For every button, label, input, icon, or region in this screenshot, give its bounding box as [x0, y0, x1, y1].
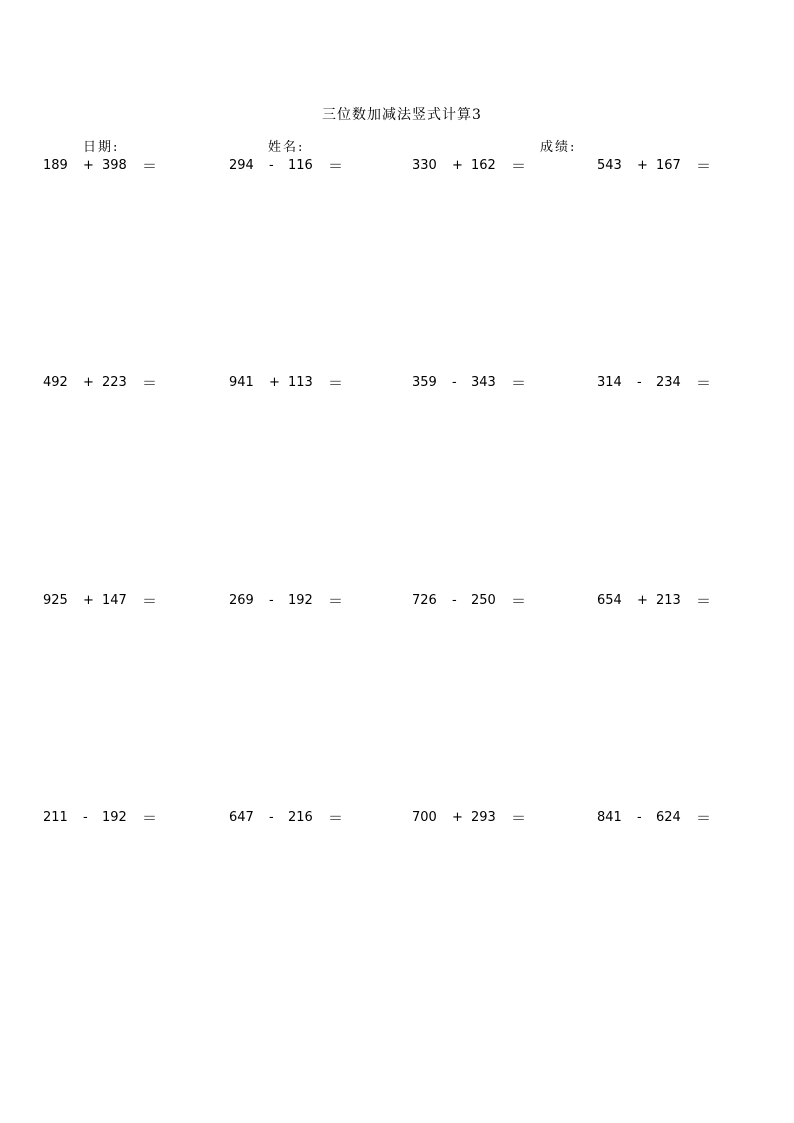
operand-b: 162	[471, 158, 496, 173]
operand-b: 147	[102, 593, 127, 608]
equals-sign: ＝	[511, 374, 527, 392]
operand-b: 167	[656, 158, 681, 173]
operand-a: 647	[229, 810, 254, 825]
operand-a: 492	[43, 375, 68, 390]
equals-sign: ＝	[696, 157, 712, 175]
operator-sign: +	[83, 158, 94, 173]
operand-a: 654	[597, 593, 622, 608]
operand-a: 314	[597, 375, 622, 390]
operand-b: 234	[656, 375, 681, 390]
date-label: 日期:	[83, 140, 120, 155]
equals-sign: ＝	[511, 157, 527, 175]
math-problem	[597, 808, 737, 828]
operator-sign: +	[452, 810, 463, 825]
operand-b: 398	[102, 158, 127, 173]
equals-sign: ＝	[511, 809, 527, 827]
operator-sign: +	[637, 593, 648, 608]
operand-b: 250	[471, 593, 496, 608]
equals-sign: ＝	[142, 374, 158, 392]
operand-b: 113	[288, 375, 313, 390]
operand-a: 269	[229, 593, 254, 608]
equals-sign: ＝	[142, 157, 158, 175]
operand-a: 359	[412, 375, 437, 390]
operand-a: 330	[412, 158, 437, 173]
math-problem	[412, 156, 552, 176]
math-problem	[597, 156, 737, 176]
operator-sign: -	[637, 375, 642, 390]
operator-sign: +	[83, 375, 94, 390]
math-problem	[597, 373, 737, 393]
operand-a: 189	[43, 158, 68, 173]
operator-sign: +	[637, 158, 648, 173]
math-problem	[412, 373, 552, 393]
operand-b: 293	[471, 810, 496, 825]
operand-b: 213	[656, 593, 681, 608]
math-problem	[43, 591, 183, 611]
math-problem	[229, 808, 369, 828]
math-problem	[229, 156, 369, 176]
operand-b: 223	[102, 375, 127, 390]
operator-sign: -	[269, 593, 274, 608]
operand-b: 624	[656, 810, 681, 825]
operand-a: 211	[43, 810, 68, 825]
operand-a: 543	[597, 158, 622, 173]
operator-sign: +	[83, 593, 94, 608]
score-label: 成绩:	[540, 140, 577, 155]
name-label: 姓名:	[268, 140, 305, 155]
equals-sign: ＝	[696, 374, 712, 392]
math-problem	[412, 808, 552, 828]
operator-sign: +	[269, 375, 280, 390]
operand-a: 941	[229, 375, 254, 390]
equals-sign: ＝	[328, 592, 344, 610]
operand-a: 925	[43, 593, 68, 608]
math-problem	[597, 591, 737, 611]
operator-sign: -	[637, 810, 642, 825]
equals-sign: ＝	[696, 592, 712, 610]
equals-sign: ＝	[511, 592, 527, 610]
equals-sign: ＝	[696, 809, 712, 827]
operand-a: 294	[229, 158, 254, 173]
operator-sign: -	[452, 593, 457, 608]
math-problem	[229, 591, 369, 611]
math-problem	[43, 373, 183, 393]
operand-a: 700	[412, 810, 437, 825]
equals-sign: ＝	[328, 157, 344, 175]
operator-sign: -	[452, 375, 457, 390]
operator-sign: -	[269, 810, 274, 825]
operand-b: 116	[288, 158, 313, 173]
equals-sign: ＝	[142, 592, 158, 610]
operand-a: 841	[597, 810, 622, 825]
math-problem	[229, 373, 369, 393]
operand-b: 192	[288, 593, 313, 608]
equals-sign: ＝	[142, 809, 158, 827]
operand-a: 726	[412, 593, 437, 608]
operator-sign: -	[269, 158, 274, 173]
operator-sign: +	[452, 158, 463, 173]
operand-b: 343	[471, 375, 496, 390]
equals-sign: ＝	[328, 374, 344, 392]
operator-sign: -	[83, 810, 88, 825]
equals-sign: ＝	[328, 809, 344, 827]
operand-b: 216	[288, 810, 313, 825]
operand-b: 192	[102, 810, 127, 825]
math-problem	[412, 591, 552, 611]
worksheet-title: 三位数加减法竖式计算3	[322, 107, 482, 123]
math-problem	[43, 808, 183, 828]
math-problem	[43, 156, 183, 176]
